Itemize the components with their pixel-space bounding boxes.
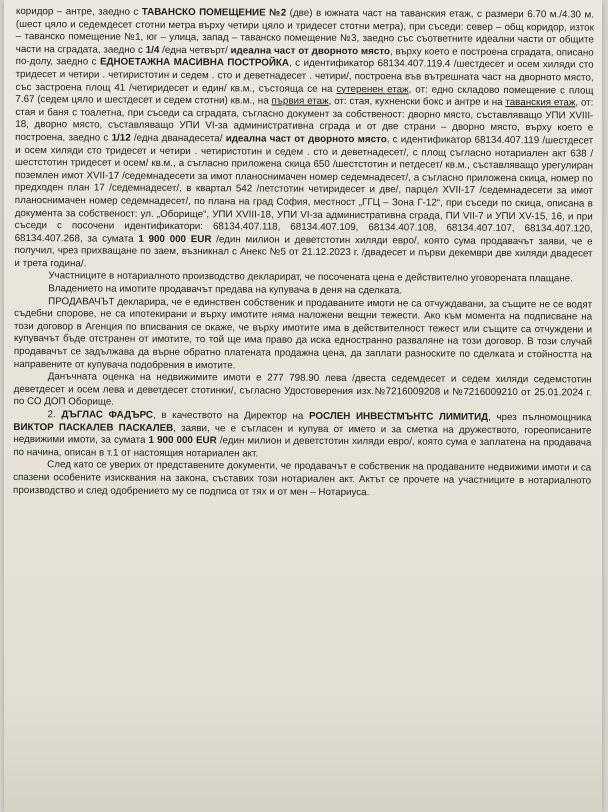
bold-text: ДЪГЛАС ФАДЪРС xyxy=(61,409,154,421)
bold-text: ВИКТОР ПАСКАЛЕВ ПАСКАЛЕВ xyxy=(13,421,174,434)
text-run: /една четвърт/ xyxy=(159,44,231,57)
text-run: , с идентификатор 68134.407.119 /шестдесет и осем хиляди сто тридесет и четири . четиристотин и седем . сто и деветнадесет/, с площ съгласно нотариален акт 638 /шестстотин тридесет и осем/ кв.м., а съгласно приложена скица 650 /шестстотин и петдесет/ кв.м., съставляващо урегулиран поземлен имот XVII-17 /седемнадесети за имот планоснимачен номер седемнадесет/, а съгласно приложена скица, номер по предходен план 17 /седемнадесет/, в квартал 542 /петстотин четиридесет и две/, парцел XVII-17 /седемнадесети за имот планоснимачен номер седемнадесет/, по плана на град София, местност „ГГЦ – Зона Г-12“, при съседи по скица, описана в документа за собственост: ул. „Оборище“, УПИ XVIII-18, УПИ VI-за административна сграда, ПИ VII-7 и УПИ XV-15, 16, и при съседи с посочени идентификатори: 68134.407.118, 68134.407.109, 68134.407.108, 68134.407.107, 68134.407.120, 68134.407.268, за сумата xyxy=(14,134,594,245)
text-run: Участниците в нотариалното производство декларират, че посочената цена е действително уговорената плащане. xyxy=(48,270,573,285)
text-run: Данъчната оценка на недвижимите имоти е 277 798.90 лева /двеста седемдесет и седем хиляди седемстотин деветдесет и осем лева и деветдесет стотинки/, съгласно Удостоверения изх.№7216009208 и №7216009210 от 25.01.2024 г. по СО ДОП Оборище. xyxy=(13,371,592,409)
text-run: , върху което е построена сградата, описано по-долу, заедно с xyxy=(15,46,594,68)
text-run: , от: едно складово помещение с площ 7.67 (седем цяло и шестдесет и седем стотни) кв.м., на xyxy=(15,83,594,107)
paragraph xyxy=(14,371,592,412)
paper-shadow xyxy=(4,692,602,812)
text-run: , в качеството на Директор на xyxy=(152,409,310,422)
bold-text: 1 900 000 EUR xyxy=(148,435,217,447)
text-run: , заяви, че е съгласен и купува от името и за сметка на дружеството, гореописаните недвижими имоти, за сумата xyxy=(13,422,592,447)
text-run: , от: стая, кухненски бокс и антре и на xyxy=(328,96,506,109)
text-run: /един милион и деветстотин хиляди евро/, която сума продавачът заяви, че е получил, чрез прихващане по заем, възникнал с Анекс №5 от 21.12.2023 г. /двадесет и първи декември две хиляди двадесет и трета година/. xyxy=(14,233,593,270)
paragraph xyxy=(13,409,591,463)
text-run: ПРОДАВАЧЪТ декларира, че е единствен собственик и продаваните имоти не са отчуждавани, за същите не се водят съдебни спорове, не са ипотекирани и върху имотите няма наложени вещни тежести. Ако към момента на подписване на този договор в Агенция по вписвания се окаже, че върху имотите има в действителност тежест или същите са отчуждени и купувачът бъде отстранен от имотите, то той ще има право да иска едностранно разваляне на този договор. В този случай продавачът се задължава да върне обратно платената продажна цена, да заплати разноските по сделката и стойността на направените от купувача подобрения в имотите. xyxy=(13,295,593,371)
text-run: /една дванадесета/ xyxy=(130,132,226,145)
text-run: 2. xyxy=(47,409,62,421)
bold-text: РОСЛЕН ИНВЕСТМЪНТС ЛИМИТИД xyxy=(308,410,489,423)
text-run: /един милион и деветстотин хиляди евро/, която сума е заплатена на продавача по начина, описан в т.1 от настоящия нотариален акт. xyxy=(13,435,592,460)
text-run: , от: стая и баня с тоалетна, при съседи са сградата, съгласно документ за собственост: дворно място, съставляващо УПИ XVIII-18, дворно място, съставляващо УПИ VI-за административна сграда и от две страни – дворно място, върху което е построена, заедно с xyxy=(15,97,594,144)
paragraph xyxy=(13,459,591,500)
underlined-text: сутеренен етаж xyxy=(336,83,409,95)
text-run: Владението на имотите продавачът предава на купувача в деня на сделката. xyxy=(48,283,403,297)
bold-text: 1/12 xyxy=(111,132,131,144)
paragraph xyxy=(14,296,592,375)
underlined-text: първия етаж xyxy=(271,95,329,108)
bold-text: ЕДНОЕТАЖНА МАСИВНА ПОСТРОЙКА xyxy=(99,56,290,70)
bold-text: ТАВАНСКО ПОМЕЩЕНИЕ №2 xyxy=(141,6,287,19)
text-run: , с идентификатор 68134.407.119.4 /шестдесет и осем хиляди сто тридесет и четири . четиристотин и седем . сто и деветнадесет . четири/, построена във вътрешната част на дворното място, със застроена площ 41 /четиридесет и един/ кв.м., състояща се на xyxy=(15,58,594,95)
bold-text: 1 900 000 EUR xyxy=(138,233,212,245)
bold-text: идеална част от дворното място xyxy=(225,133,387,146)
paragraph xyxy=(14,6,594,274)
document-page xyxy=(4,0,602,812)
bold-text: 1/4 xyxy=(145,44,160,56)
text-run: коридор – антре, заедно с xyxy=(15,6,142,18)
bold-text: идеална част от дворното място xyxy=(230,45,391,58)
text-run: , чрез пълномощника xyxy=(488,411,592,424)
notarial-deed-text xyxy=(13,6,594,501)
underlined-text: таванския етаж xyxy=(505,97,576,109)
text-run: След като се уверих от представените документи, че продавачът е собственик на продаваните недвижими имоти и са спазени особените изисквания на закона, съставих този нотариален акт. Актът се прочете на участниците в нотариалното производство и след одобрението му се подписа от тях и от мен – Нотариуса. xyxy=(13,459,592,498)
text-run: (две) в южната част на таванския етаж, с размери 6.70 м./4.30 м. (шест цяло и седемдесет стотни метра върху четири цяло и тридесет стотни метра), при съседи: север – общ коридор, изток – таванско помещение №1, юг – улица, запад – таванско помещение №3, заедно със съответните идеални части от общите части на сградата, заедно с xyxy=(15,7,594,56)
